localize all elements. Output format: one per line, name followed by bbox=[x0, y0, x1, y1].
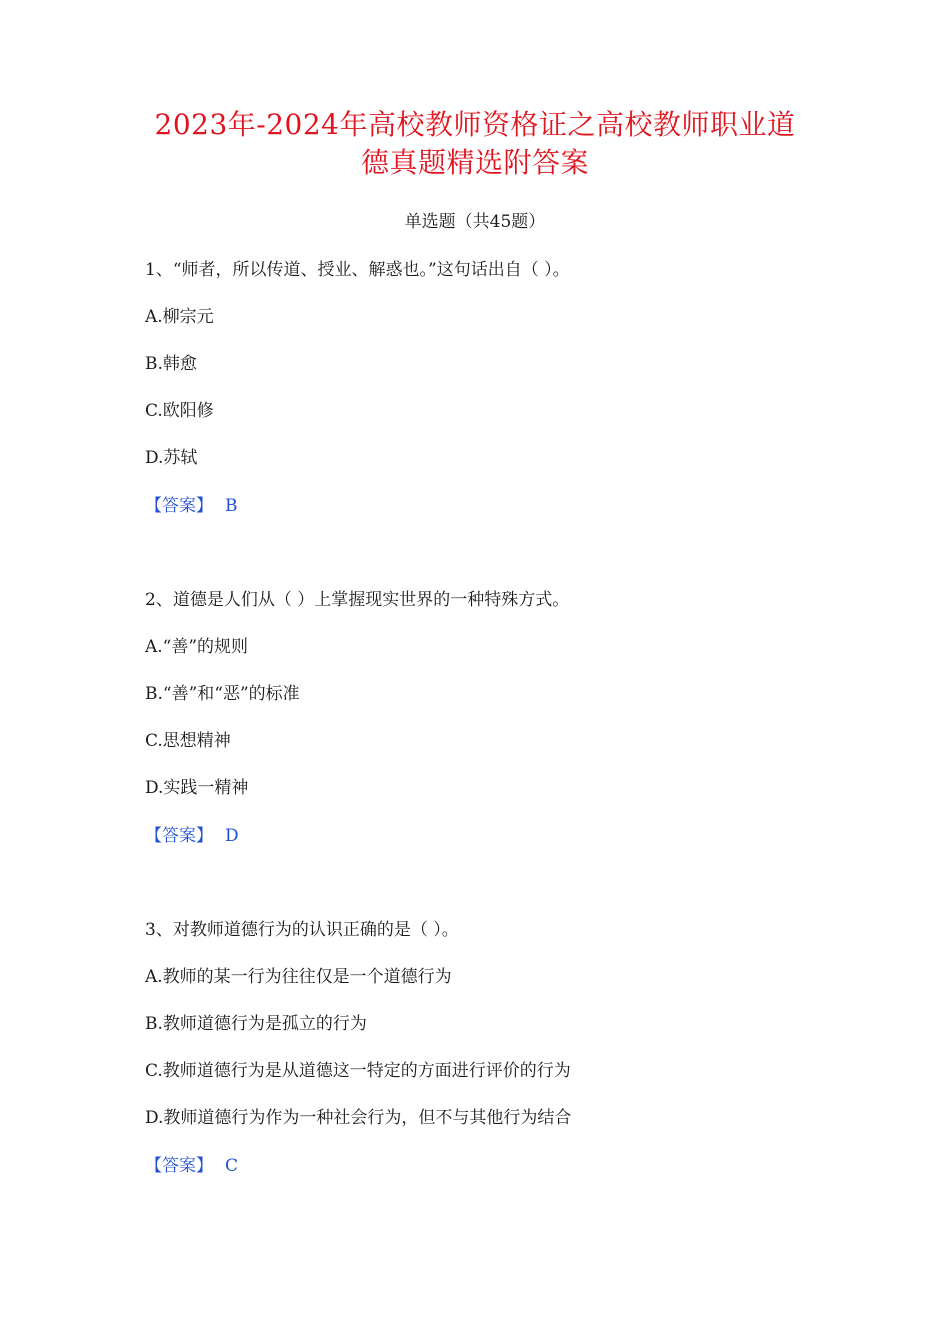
question-2-answer bbox=[145, 824, 239, 848]
answer-label: 【答案】 bbox=[145, 1156, 213, 1176]
question-3-answer bbox=[145, 1154, 238, 1178]
question-2-option-b: B.“善”和“恶”的标准 bbox=[145, 684, 300, 704]
answer-value: D bbox=[225, 826, 239, 846]
question-2-option-c: C.思想精神 bbox=[145, 731, 231, 751]
question-1-answer bbox=[145, 494, 238, 518]
question-3-option-d: D.教师道德行为作为一种社会行为，但不与其他行为结合 bbox=[145, 1108, 572, 1128]
question-3-option-c: C.教师道德行为是从道德这一特定的方面进行评价的行为 bbox=[145, 1061, 571, 1081]
question-3-option-b: B.教师道德行为是孤立的行为 bbox=[145, 1014, 367, 1034]
question-3-stem: 3、对教师道德行为的认识正确的是（ ）。 bbox=[145, 920, 459, 940]
question-2-option-d: D.实践一精神 bbox=[145, 778, 249, 798]
title-line-2: 德真题精选附答案 bbox=[360, 146, 589, 179]
question-1-option-d: D.苏轼 bbox=[145, 448, 198, 468]
question-3-option-a: A.教师的某一行为往往仅是一个道德行为 bbox=[145, 967, 452, 987]
question-2-option-a: A.“善”的规则 bbox=[145, 637, 249, 657]
question-1-stem: 1、“师者，所以传道、授业、解惑也。”这句话出自（ ）。 bbox=[145, 260, 570, 280]
question-1-option-b: B.韩愈 bbox=[145, 354, 197, 374]
document-title bbox=[120, 106, 830, 182]
question-2-stem: 2、道德是人们从（ ）上掌握现实世界的一种特殊方式。 bbox=[145, 590, 570, 610]
title-line-1: 2023年-2024年高校教师资格证之高校教师职业道 bbox=[154, 108, 796, 141]
answer-label: 【答案】 bbox=[145, 496, 213, 516]
answer-value: C bbox=[225, 1156, 239, 1176]
section-heading: 单选题（共45题） bbox=[404, 212, 546, 232]
question-1-option-a: A.柳宗元 bbox=[145, 307, 214, 327]
answer-value: B bbox=[225, 496, 238, 516]
answer-label: 【答案】 bbox=[145, 826, 213, 846]
question-1-option-c: C.欧阳修 bbox=[145, 401, 214, 421]
